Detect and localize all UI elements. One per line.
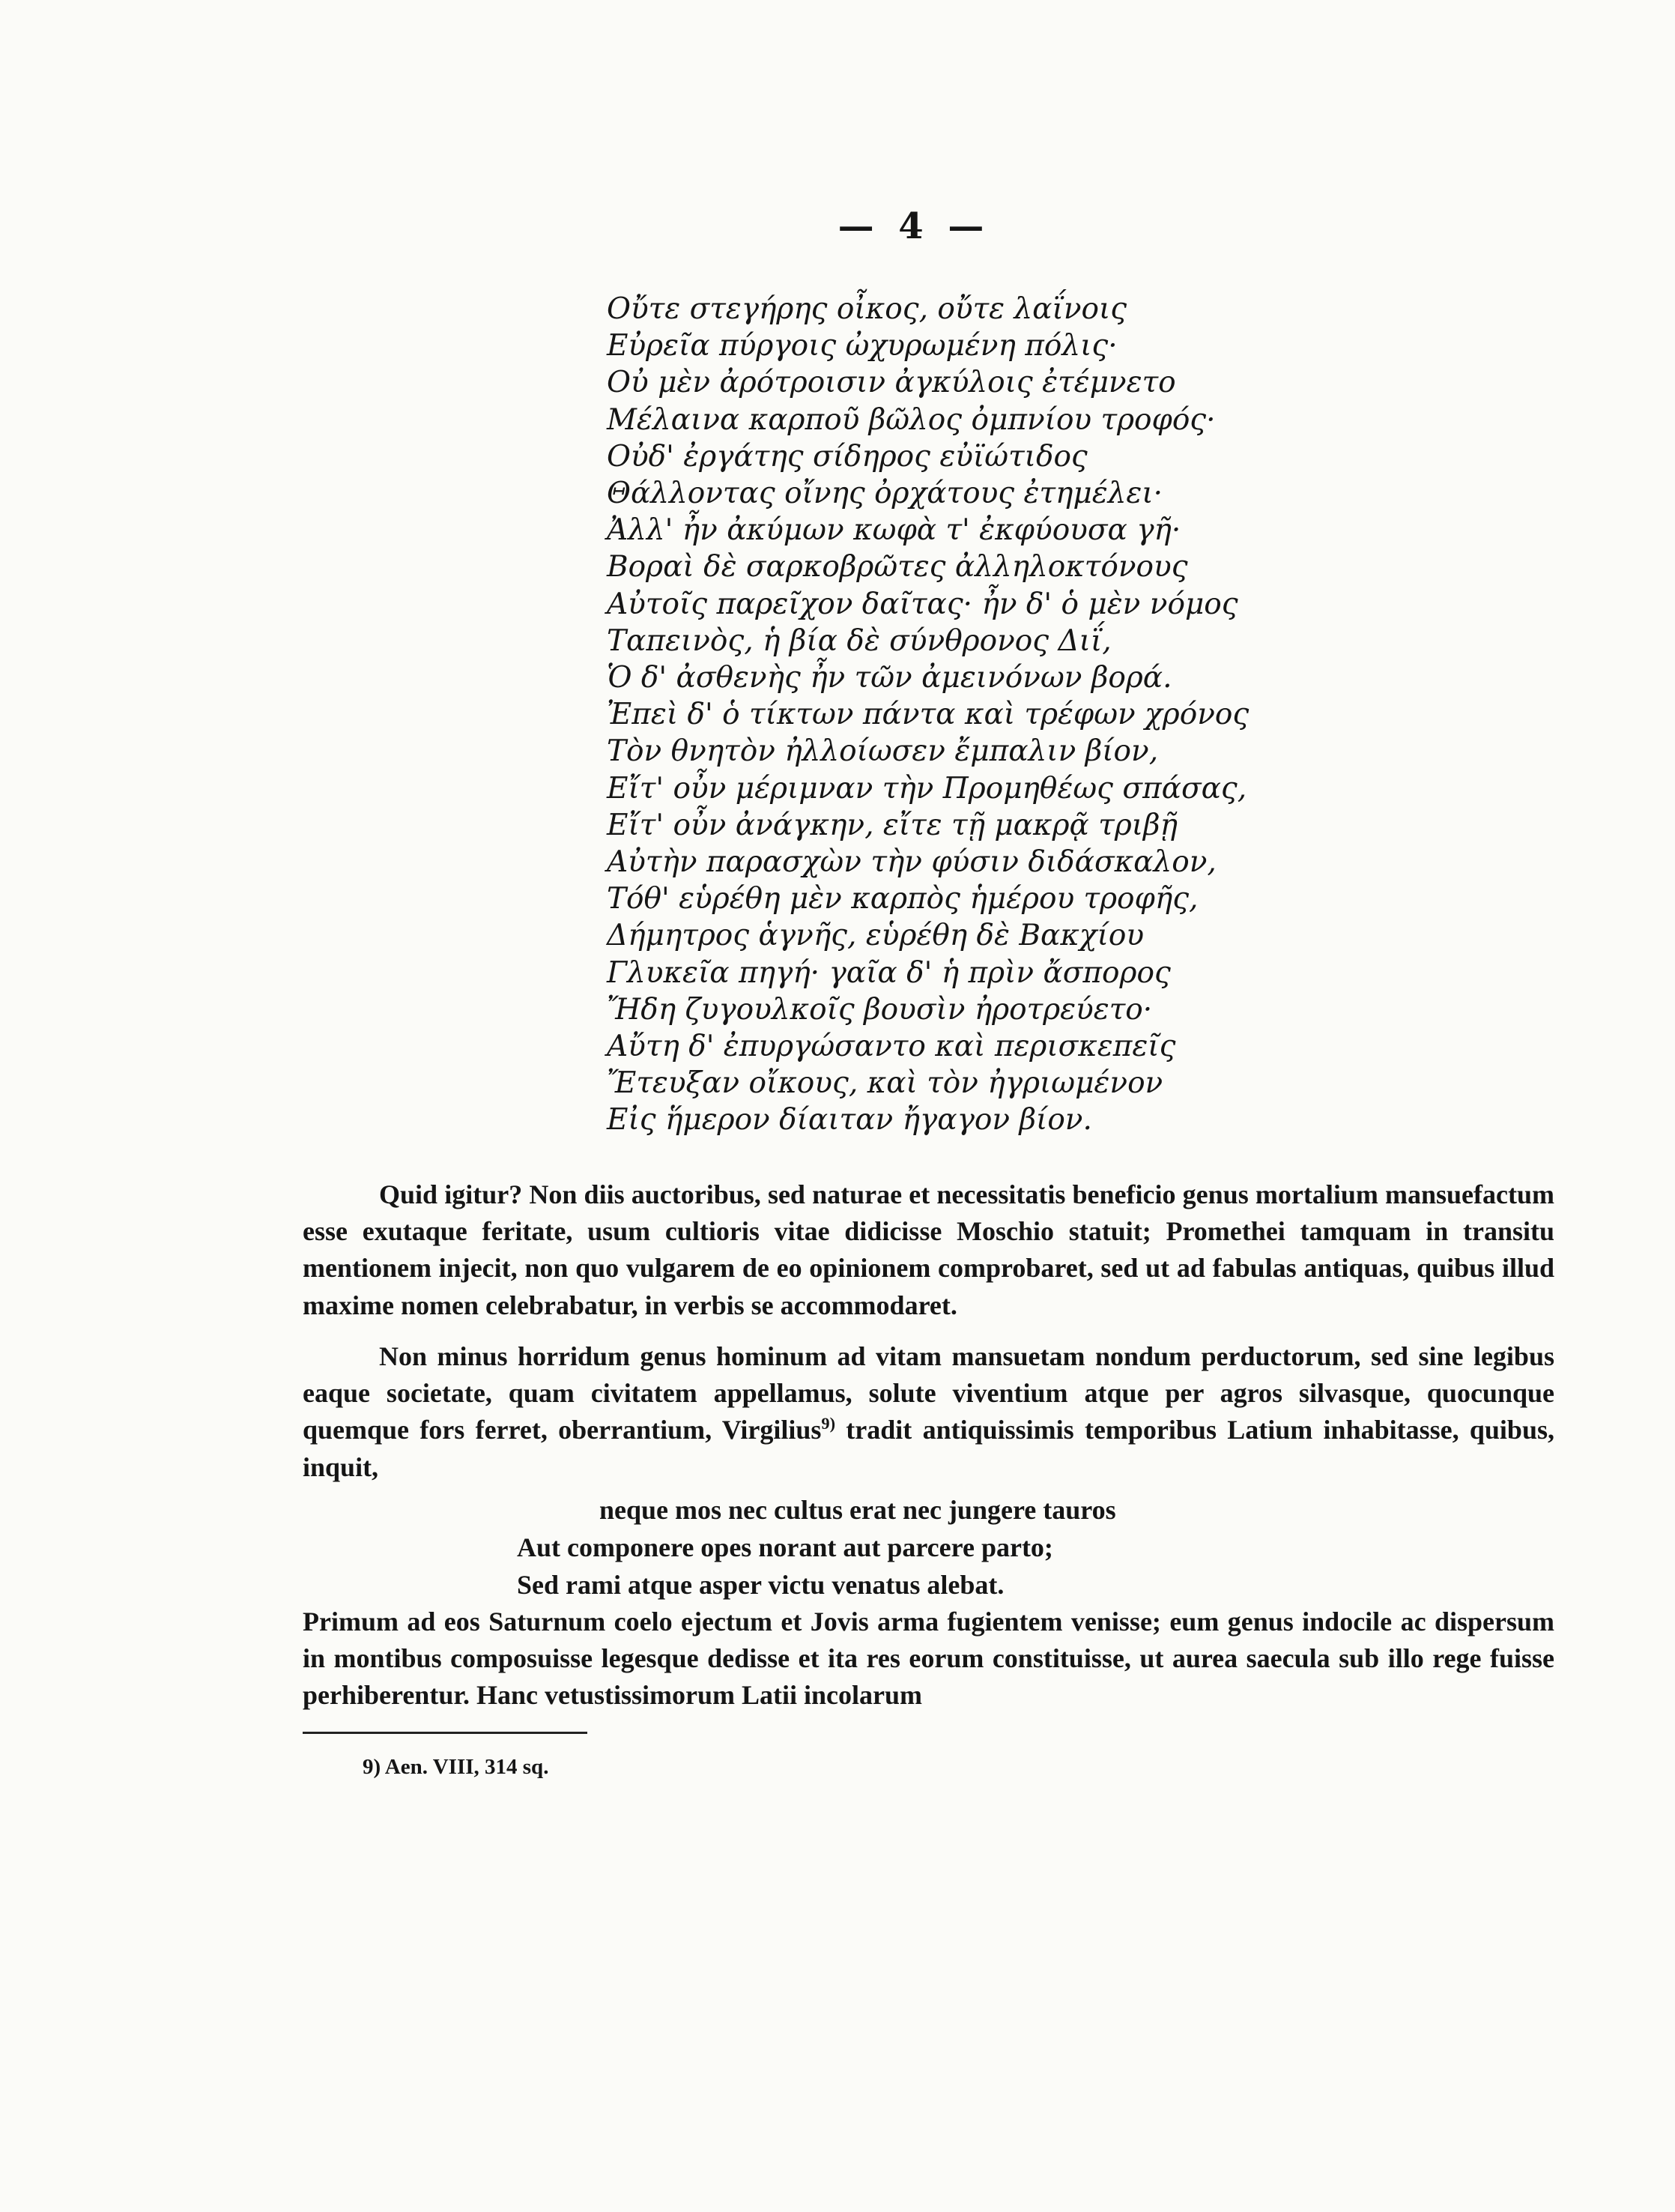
greek-verse-line: Θάλλοντας οἴνης ὀρχάτους ἐτημέλει· (607, 477, 1163, 511)
latin-verse-quotation (517, 1491, 1416, 1604)
footnote-divider (303, 1732, 587, 1734)
greek-verse-line: Ὁ δ' ἀσθενὴς ἦν τῶν ἀμεινόνων βορά. (607, 661, 1172, 695)
greek-verse-line: Ἔτευξαν οἴκους, καὶ τὸν ἠγριωμένον (607, 1066, 1163, 1101)
greek-verse-line: Αὐτὴν παρασχὼν τὴν φύσιν διδάσκαλον, (607, 845, 1217, 880)
latin-paragraph-commentary: Quid igitur? Non diis auctoribus, sed naturae et necessitatis beneficio genus mortalium mansuefactum esse exutaque feritate, usum cultioris vitae didicisse Moschio statuit; Promethei tamquam in transitu mentionem injecit, non quo vulgarem de eo opinionem comprobaret, sed ut ad fabulas antiquas, quibus illud maxime nomen celebrabatur, in verbis se accommodaret. (303, 1179, 1554, 1320)
greek-verse-line: Τόθ' εὑρέθη μὲν καρπὸς ἡμέρου τροφῆς, (607, 882, 1199, 916)
footnote-reference: 9) (821, 1414, 836, 1433)
paragraph-text: Non minus horridum genus hominum ad vitam mansuetam nondum perductorum, sed sine legibus eaque societate, quam civitatem appellamus, solute viventium atque per agros silvasque, quocunque quemque fors ferret, oberrantium, Virgilius (303, 1341, 1554, 1445)
latin-verse-line: Sed rami atque asper victu venatus alebat. (517, 1570, 1005, 1600)
greek-verse-line: Αὐτοῖς παρεῖχον δαῖτας· ἦν δ' ὁ μὲν νόμος (607, 587, 1238, 621)
greek-verse-line: Μέλαινα καρποῦ βῶλος ὀμπνίου τροφός· (607, 402, 1216, 437)
greek-verse-line: Οὔτε στεγήρης οἶκος, οὔτε λαΐνοις (607, 292, 1127, 326)
page-number: — 4 — (838, 205, 990, 247)
greek-verse-line: Ἤδη ζυγουλκοῖς βουσὶν ἠροτρεύετο· (607, 992, 1153, 1027)
footnote: 9) Aen. VIII, 314 sq. (363, 1755, 549, 1779)
greek-verse-line: Βοραὶ δὲ σαρκοβρῶτες ἀλληλοκτόνους (607, 550, 1188, 584)
paragraph-text: tradit antiquissimis temporibus Latium inhabitasse, quibus, inquit, (303, 1415, 1554, 1482)
latin-paragraph-virgil (303, 1338, 1554, 1486)
greek-verse-line: Ἀλλ' ἦν ἀκύμων κωφὰ τ' ἐκφύουσα γῆ· (607, 513, 1181, 548)
latin-paragraph-saturn: Primum ad eos Saturnum coelo ejectum et Jovis arma fugientem venisse; eum genus indocile ac dispersum in montibus composuisse legesque dedisse et ita res eorum constituisse, ut aurea saecula sub illo rege fuisse perhiberentur. Hanc vetustissimorum Latii incolarum (303, 1607, 1554, 1711)
greek-verse-line: Ταπεινὸς, ἡ βία δὲ σύνθρονος Διΐ, (607, 623, 1112, 658)
greek-verse-line: Ἐπεὶ δ' ὁ τίκτων πάντα καὶ τρέφων χρόνος (607, 698, 1250, 732)
greek-verse-line: Εἴτ' οὖν μέριμναν τὴν Προμηθέως σπάσας, (607, 771, 1247, 806)
greek-verse-line: Οὐδ' ἐργάτης σίδηρος εὐϊώτιδος (607, 439, 1088, 474)
greek-verse-line: Αὔτη δ' ἐπυργώσαντο καὶ περισκεπεῖς (607, 1030, 1176, 1064)
greek-verse-line: Οὐ μὲν ἀρότροισιν ἀγκύλοις ἐτέμνετο (607, 366, 1176, 400)
greek-verse-line: Γλυκεῖα πηγή· γαῖα δ' ἡ πρὶν ἄσπορος (607, 955, 1171, 990)
latin-verse-line: Aut componere opes norant aut parcere parto; (517, 1532, 1053, 1562)
greek-verse-line: Εἰς ἥμερον δίαιταν ἤγαγον βίον. (607, 1103, 1092, 1137)
greek-verse-line: Εἴτ' οὖν ἀνάγκην, εἴτε τῇ μακρᾷ τριβῇ (607, 808, 1178, 842)
greek-verse-line: Τὸν θνητὸν ἠλλοίωσεν ἔμπαλιν βίον, (607, 734, 1159, 769)
latin-verse-line: neque mos nec cultus erat nec jungere tauros (599, 1495, 1116, 1525)
greek-verse-line: Δήμητρος ἁγνῆς, εὑρέθη δὲ Βακχίου (607, 919, 1145, 953)
greek-verse-quotation (607, 291, 1468, 1139)
greek-verse-line: Εὐρεῖα πύργοις ὠχυρωμένη πόλις· (607, 329, 1118, 363)
